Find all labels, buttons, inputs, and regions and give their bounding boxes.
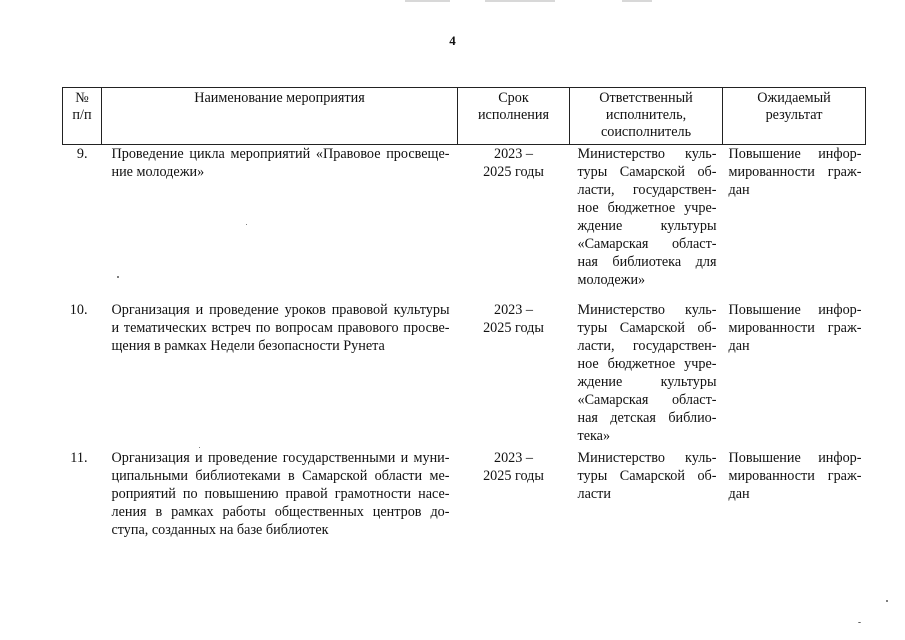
- page-number: 4: [449, 33, 456, 48]
- event-term: [458, 449, 570, 539]
- scan-artifact: [485, 0, 555, 2]
- event-name-line: Организация и проведение государственными и муни-: [111, 450, 450, 466]
- responsible-line: Министерство куль-: [577, 302, 717, 318]
- table-row: [63, 449, 866, 539]
- event-name-line: и тематических встреч по вопросам правового просве-: [111, 320, 450, 336]
- event-name: [102, 145, 458, 302]
- responsible-line: молодежи»: [577, 272, 646, 288]
- header-responsible: [570, 88, 723, 145]
- event-name-line: ние молодежи»: [111, 164, 205, 180]
- event-result: [723, 145, 866, 302]
- event-term: [458, 301, 570, 449]
- responsible-line: ласти, государствен-: [577, 338, 717, 354]
- header-num-line: п/п: [72, 107, 92, 123]
- event-term-line: 2023 –: [493, 302, 533, 318]
- header-result: [723, 88, 866, 145]
- responsible-line: туры Самарской об-: [577, 320, 717, 336]
- event-result: [723, 449, 866, 539]
- result-line: мированности граж-: [728, 468, 862, 484]
- header-num: [63, 88, 102, 145]
- responsible-line: ная библиотека для: [577, 254, 717, 270]
- header-responsible-line: исполнитель,: [605, 107, 687, 123]
- responsible-line: «Самарская област-: [577, 392, 717, 408]
- event-term-line: 2025 годы: [483, 320, 544, 336]
- row-number: 10.: [69, 302, 88, 318]
- event-term-line: 2025 годы: [483, 468, 544, 484]
- event-responsible: [570, 449, 723, 539]
- scan-artifact: [622, 0, 652, 2]
- responsible-line: Министерство куль-: [577, 450, 717, 466]
- event-term-line: 2025 годы: [483, 164, 544, 180]
- row-number: 11.: [70, 450, 88, 466]
- event-name-line: роприятий по повышению правой грамотности насе-: [111, 486, 450, 502]
- header-name-label: Наименование мероприятия: [194, 90, 365, 106]
- responsible-line: ласти: [577, 486, 611, 502]
- header-term: [458, 88, 570, 145]
- responsible-line: ласти, государствен-: [577, 182, 717, 198]
- header-term-line: исполнения: [477, 107, 550, 123]
- events-table: [62, 87, 866, 539]
- event-responsible: [570, 145, 723, 302]
- table-row: [63, 301, 866, 449]
- event-term-line: 2023 –: [493, 146, 533, 162]
- header-term-line: Срок: [498, 90, 529, 106]
- header-responsible-line: Ответственный: [599, 90, 693, 106]
- result-line: Повышение инфор-: [728, 302, 862, 318]
- responsible-line: ное бюджетное учре-: [577, 200, 717, 216]
- table-header-row: [63, 88, 866, 145]
- header-num-line: №: [75, 90, 89, 106]
- result-line: дан: [728, 338, 750, 354]
- row-number: 9.: [76, 146, 88, 162]
- scan-speck: [199, 447, 200, 448]
- event-term: [458, 145, 570, 302]
- event-name-line: ципальными библиотеками в Самарской области ме-: [111, 468, 450, 484]
- result-line: Повышение инфор-: [728, 146, 862, 162]
- event-name-line: Проведение цикла мероприятий «Правовое просвеще-: [111, 146, 450, 162]
- responsible-line: туры Самарской об-: [577, 164, 717, 180]
- event-name-line: ступа, созданных на базе библиотек: [111, 522, 329, 538]
- responsible-line: ное бюджетное учре-: [577, 356, 717, 372]
- result-line: дан: [728, 486, 750, 502]
- header-responsible-line: соисполнитель: [600, 124, 692, 140]
- responsible-line: ждение культуры: [577, 374, 717, 390]
- event-responsible: [570, 301, 723, 449]
- responsible-line: ная детская библио-: [577, 410, 717, 426]
- header-name: [102, 88, 458, 145]
- scan-speck: [246, 224, 247, 225]
- result-line: мированности граж-: [728, 164, 862, 180]
- responsible-line: «Самарская област-: [577, 236, 717, 252]
- table-row: [63, 145, 866, 302]
- scan-speck: [886, 600, 888, 602]
- event-name-line: щения в рамках Недели безопасности Рунета: [111, 338, 385, 354]
- event-term-line: 2023 –: [493, 450, 533, 466]
- result-line: дан: [728, 182, 750, 198]
- responsible-line: Министерство куль-: [577, 146, 717, 162]
- header-result-line: результат: [765, 107, 823, 123]
- scan-speck: [117, 276, 119, 278]
- header-result-line: Ожидаемый: [757, 90, 831, 106]
- event-name: [102, 449, 458, 539]
- scan-artifact: [405, 0, 450, 2]
- event-name: [102, 301, 458, 449]
- responsible-line: тека»: [577, 428, 611, 444]
- responsible-line: туры Самарской об-: [577, 468, 717, 484]
- scan-speck: [858, 622, 861, 623]
- responsible-line: ждение культуры: [577, 218, 717, 234]
- event-name-line: ления в рамках работы общественных центров до-: [111, 504, 450, 520]
- event-result: [723, 301, 866, 449]
- event-name-line: Организация и проведение уроков правовой культуры: [111, 302, 450, 318]
- result-line: мированности граж-: [728, 320, 862, 336]
- result-line: Повышение инфор-: [728, 450, 862, 466]
